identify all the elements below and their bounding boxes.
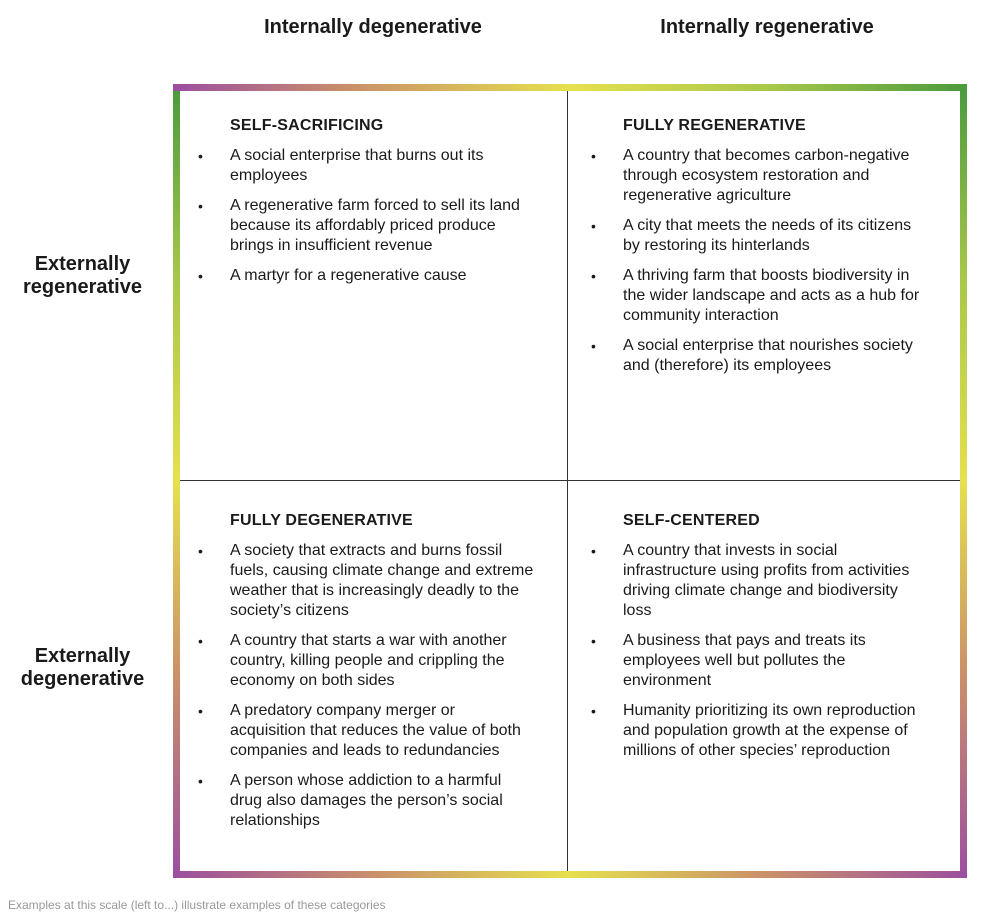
list-item [588,541,928,621]
list-item-text: A regenerative farm forced to sell its land because its affordably priced produce brings in insufficient revenue [230,197,520,254]
list-item-text: Humanity prioritizing its own reproduction and population growth at the expense of millions of other species’ reproduction [623,702,916,759]
bullet-icon: • [591,703,596,719]
quadrant-self-sacrificing [195,116,535,296]
bullet-icon: • [198,268,203,284]
bullet-icon: • [198,633,203,649]
bullet-icon: • [198,703,203,719]
list-item-text: A thriving farm that boosts biodiversity in the wider landscape and acts as a hub for community interaction [623,267,920,324]
list-item-text: A social enterprise that nourishes society and (therefore) its employees [623,337,913,374]
bullet-icon: • [591,268,596,284]
list-item [588,336,928,376]
quadrant-fully-regenerative [588,116,928,386]
list-item-text: A country that starts a war with another country, killing people and crippling the economy on both sides [230,632,507,689]
bullet-icon: • [591,218,596,234]
horizontal-divider [180,480,960,481]
list-item [195,541,535,621]
example-list [195,146,535,286]
bullet-icon: • [198,543,203,559]
list-item [195,266,535,286]
footnote: Examples at this scale (left to...) illustrate examples of these categories [8,898,386,912]
list-item [195,771,535,831]
column-header-internally-regenerative: Internally regenerative [660,16,874,38]
list-item-text: A person whose addiction to a harmful drug also damages the person’s social relationships [230,772,503,829]
quadrant-fully-degenerative [195,511,535,841]
list-item [588,146,928,206]
quadrant-title: FULLY DEGENERATIVE [230,512,413,529]
bullet-icon: • [591,148,596,164]
vertical-divider [567,91,568,871]
list-item [195,196,535,256]
quadrant-title: SELF-SACRIFICING [230,117,384,134]
list-item [588,701,928,761]
column-header-internally-degenerative: Internally degenerative [264,16,482,38]
bullet-icon: • [198,148,203,164]
example-list [588,146,928,376]
list-item [195,631,535,691]
bullet-icon: • [591,633,596,649]
row-header-externally-degenerative: Externally degenerative [20,645,145,690]
bullet-icon: • [591,338,596,354]
list-item [588,631,928,691]
example-list [195,541,535,831]
list-item-text: A city that meets the needs of its citizens by restoring its hinterlands [623,217,912,254]
list-item-text: A society that extracts and burns fossil fuels, causing climate change and extreme weather that is increasingly deadly to the society’s citizens [230,542,534,619]
list-item [588,266,928,326]
list-item-text: A social enterprise that burns out its employees [230,147,484,184]
list-item [195,701,535,761]
row-header-externally-regenerative: Externally regenerative [23,253,142,298]
list-item [195,146,535,186]
quadrant-title: FULLY REGENERATIVE [623,117,806,134]
example-list [588,541,928,761]
list-item-text: A business that pays and treats its employees well but pollutes the environment [623,632,866,689]
bullet-icon: • [198,198,203,214]
quadrant-self-centered [588,511,928,771]
list-item-text: A martyr for a regenerative cause [230,267,467,284]
quadrant-title: SELF-CENTERED [623,512,760,529]
list-item-text: A country that invests in social infrastructure using profits from activities driving climate change and biodiversity loss [623,542,910,619]
bullet-icon: • [198,773,203,789]
bullet-icon: • [591,543,596,559]
list-item-text: A predatory company merger or acquisition that reduces the value of both companies and leads to redundancies [230,702,521,759]
list-item-text: A country that becomes carbon-negative through ecosystem restoration and regenerative agriculture [623,147,910,204]
list-item [588,216,928,256]
